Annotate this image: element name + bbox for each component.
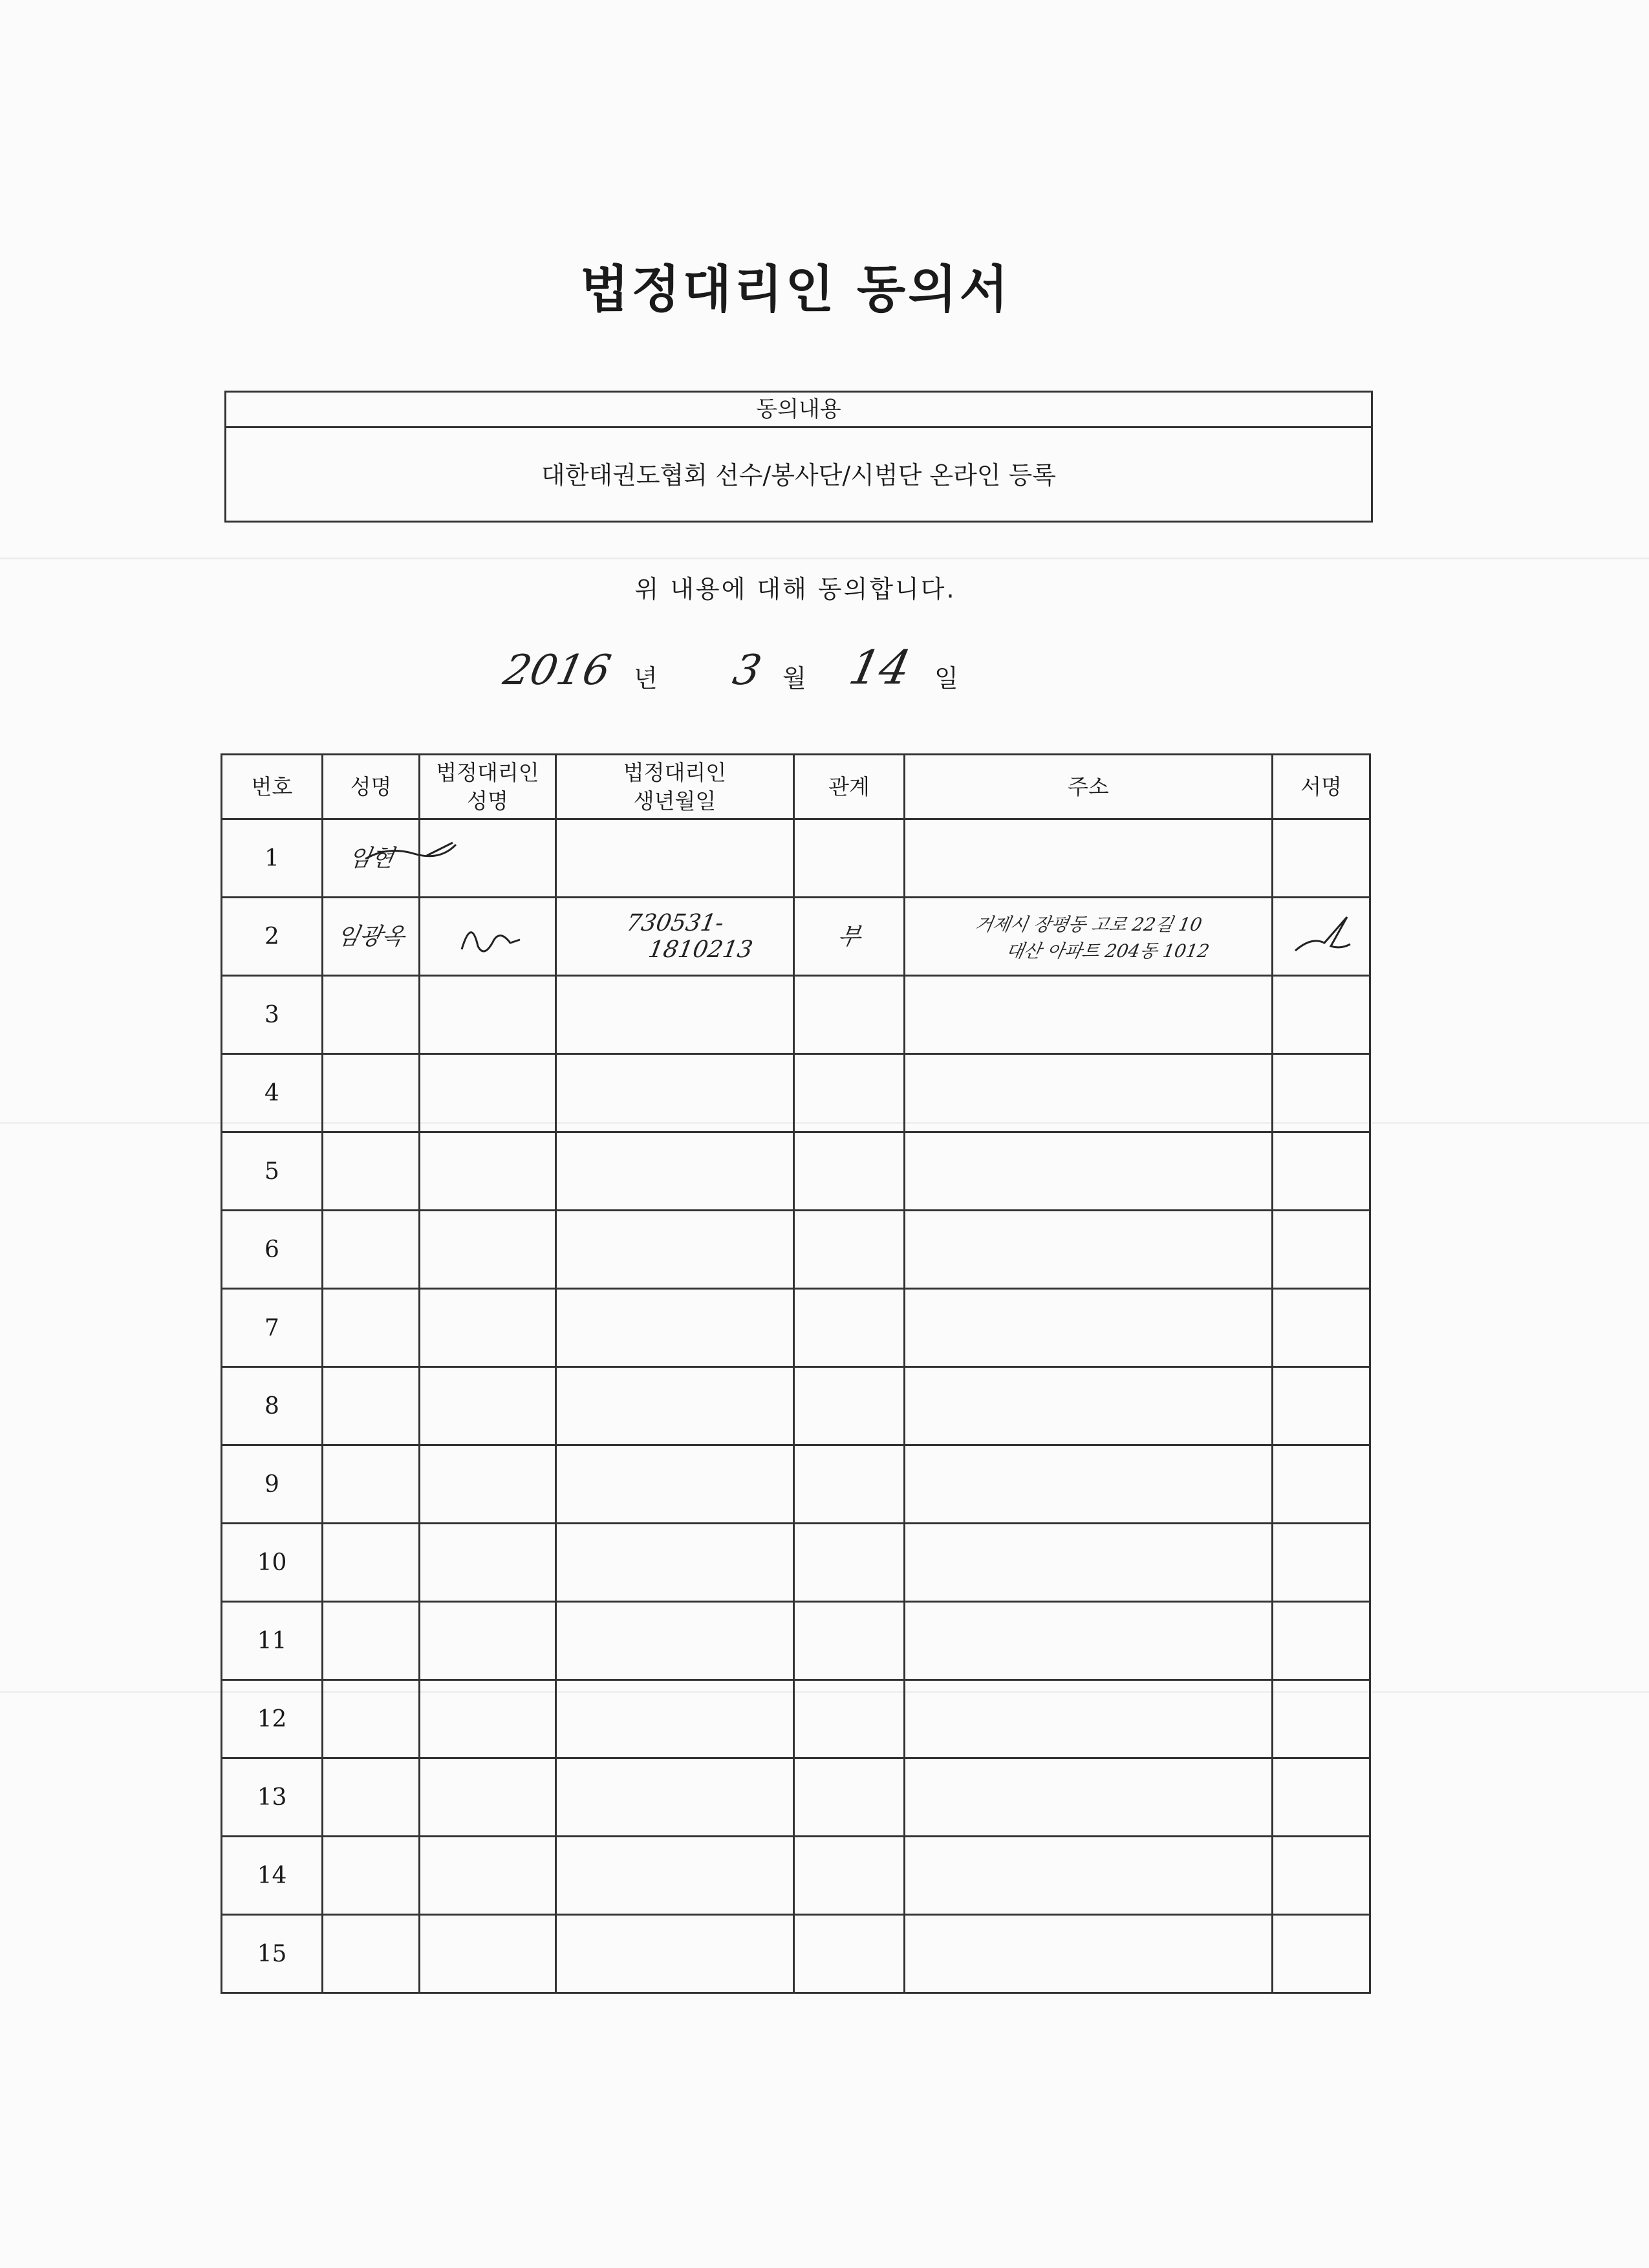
row-name	[323, 1054, 420, 1132]
header-guardian-name-line2: 성명	[467, 788, 508, 814]
row-address-line1: 거제시 장평동 고로 22길 10	[973, 914, 1204, 935]
table-row	[222, 1211, 1370, 1289]
row-number: 4	[222, 1054, 323, 1132]
table-row	[222, 1680, 1370, 1758]
row-signature	[1273, 1132, 1370, 1211]
row-name-text: 임광옥	[334, 923, 407, 950]
row-signature	[1273, 1445, 1370, 1524]
row-relation	[794, 1132, 905, 1211]
row-name	[323, 1680, 420, 1758]
row-guardian-birth	[556, 1132, 794, 1211]
header-guardian-name-line1: 법정대리인	[436, 759, 539, 785]
row-guardian-birth	[556, 1837, 794, 1915]
table-row	[222, 1524, 1370, 1602]
row-relation	[794, 1837, 905, 1915]
row-relation	[794, 976, 905, 1054]
table-row	[222, 1915, 1370, 1993]
row-birth-line1: 730531-	[624, 910, 726, 936]
table-row	[222, 1445, 1370, 1524]
row-number: 6	[222, 1211, 323, 1289]
row-address	[905, 1602, 1273, 1680]
row-guardian-birth	[556, 976, 794, 1054]
row-address	[905, 1445, 1273, 1524]
row-name	[323, 1524, 420, 1602]
row-address	[905, 1680, 1273, 1758]
row-guardian-name	[420, 1837, 556, 1915]
row-guardian-birth	[556, 1524, 794, 1602]
row-name	[323, 1758, 420, 1837]
date-day-unit: 일	[934, 664, 958, 693]
consent-header: 동의내용	[226, 393, 1371, 428]
table-row	[222, 1837, 1370, 1915]
row-signature	[1273, 1915, 1370, 1993]
row-guardian-birth	[556, 1054, 794, 1132]
row-guardian-birth	[556, 819, 794, 898]
date-year-unit: 년	[634, 664, 658, 693]
handwritten-signature-icon	[1286, 911, 1357, 962]
row-relation	[794, 1758, 905, 1837]
table-row	[222, 1054, 1370, 1132]
row-number: 15	[222, 1915, 323, 1993]
row-name	[323, 898, 420, 976]
row-address	[905, 1915, 1273, 1993]
row-signature	[1273, 1054, 1370, 1132]
row-relation	[794, 1211, 905, 1289]
row-guardian-name	[420, 1758, 556, 1837]
row-name	[323, 819, 420, 898]
table-header-row	[222, 755, 1370, 819]
table-row	[222, 1289, 1370, 1367]
row-address	[905, 1367, 1273, 1445]
row-relation	[794, 1915, 905, 1993]
row-name	[323, 1602, 420, 1680]
row-relation	[794, 1289, 905, 1367]
handwritten-signature-icon	[449, 911, 526, 962]
row-guardian-name	[420, 976, 556, 1054]
row-signature	[1273, 898, 1370, 976]
row-address	[905, 898, 1273, 976]
row-name	[323, 976, 420, 1054]
row-guardian-birth	[556, 1758, 794, 1837]
row-signature	[1273, 1367, 1370, 1445]
row-address	[905, 1211, 1273, 1289]
row-signature	[1273, 1524, 1370, 1602]
table-row	[222, 1367, 1370, 1445]
row-guardian-name	[420, 1915, 556, 1993]
row-guardian-birth	[556, 1602, 794, 1680]
header-guardian-birth-line1: 법정대리인	[623, 759, 727, 785]
row-signature	[1273, 1211, 1370, 1289]
date-year: 2016	[499, 647, 615, 695]
row-signature	[1273, 1758, 1370, 1837]
row-guardian-birth	[556, 1289, 794, 1367]
row-number: 11	[222, 1602, 323, 1680]
header-guardian-birth	[556, 755, 794, 819]
table-row	[222, 976, 1370, 1054]
row-guardian-birth	[556, 1367, 794, 1445]
date-month: 3	[729, 647, 766, 695]
table-row	[222, 1132, 1370, 1211]
row-guardian-name	[420, 1524, 556, 1602]
date-month-unit: 월	[782, 664, 806, 693]
row-guardian-name	[420, 1289, 556, 1367]
date-row	[0, 640, 1649, 705]
row-relation	[794, 1445, 905, 1524]
header-no: 번호	[222, 755, 323, 819]
table-row	[222, 819, 1370, 898]
consent-box	[224, 391, 1373, 523]
row-signature	[1273, 1602, 1370, 1680]
row-address	[905, 1524, 1273, 1602]
row-relation-text: 부	[835, 923, 863, 950]
handwritten-scribble-icon	[362, 839, 459, 865]
row-relation	[794, 1054, 905, 1132]
row-address	[905, 819, 1273, 898]
row-guardian-name	[420, 1054, 556, 1132]
row-name	[323, 1445, 420, 1524]
row-number: 9	[222, 1445, 323, 1524]
row-signature	[1273, 1680, 1370, 1758]
row-name-text: 임현	[346, 845, 396, 872]
date-day: 14	[845, 640, 916, 695]
row-number: 7	[222, 1289, 323, 1367]
table-row	[222, 898, 1370, 976]
row-number: 8	[222, 1367, 323, 1445]
row-number: 10	[222, 1524, 323, 1602]
row-signature	[1273, 819, 1370, 898]
row-name	[323, 1367, 420, 1445]
row-guardian-name	[420, 898, 556, 976]
table-row	[222, 1602, 1370, 1680]
row-number: 2	[222, 898, 323, 976]
table-row	[222, 1758, 1370, 1837]
row-address	[905, 1289, 1273, 1367]
row-relation	[794, 1680, 905, 1758]
row-guardian-name	[420, 1132, 556, 1211]
row-guardian-name	[420, 1680, 556, 1758]
row-guardian-birth	[556, 1915, 794, 1993]
row-name	[323, 1837, 420, 1915]
consent-content: 대한태권도협회 선수/봉사단/시범단 온라인 등록	[541, 461, 1056, 490]
row-address	[905, 1837, 1273, 1915]
row-number: 5	[222, 1132, 323, 1211]
row-relation	[794, 898, 905, 976]
row-guardian-birth	[556, 898, 794, 976]
header-guardian-name	[420, 755, 556, 819]
row-name	[323, 1211, 420, 1289]
row-relation	[794, 819, 905, 898]
header-signature: 서명	[1273, 755, 1370, 819]
row-address	[905, 1054, 1273, 1132]
row-guardian-name	[420, 1367, 556, 1445]
row-address	[905, 1132, 1273, 1211]
paper-fold-line	[0, 557, 1649, 559]
row-guardian-birth	[556, 1445, 794, 1524]
row-guardian-name	[420, 1211, 556, 1289]
row-number: 13	[222, 1758, 323, 1837]
row-name	[323, 1132, 420, 1211]
registration-table	[221, 753, 1371, 1994]
header-name: 성명	[323, 755, 420, 819]
row-name	[323, 1289, 420, 1367]
row-relation	[794, 1367, 905, 1445]
row-signature	[1273, 976, 1370, 1054]
row-relation	[794, 1524, 905, 1602]
header-address: 주소	[905, 755, 1273, 819]
row-address	[905, 1758, 1273, 1837]
row-address-line2: 대산 아파트 204동 1012	[1004, 940, 1211, 962]
header-guardian-birth-line2: 생년월일	[633, 788, 717, 814]
header-relation: 관계	[794, 755, 905, 819]
row-signature	[1273, 1837, 1370, 1915]
row-birth-line2: 1810213	[646, 936, 755, 963]
agreement-text: 위 내용에 대해 동의합니다.	[634, 575, 956, 603]
row-address	[905, 976, 1273, 1054]
row-guardian-birth	[556, 1211, 794, 1289]
document-title: 법정대리인 동의서	[580, 260, 1011, 319]
row-number: 12	[222, 1680, 323, 1758]
row-guardian-name	[420, 1445, 556, 1524]
row-guardian-name	[420, 1602, 556, 1680]
row-name	[323, 1915, 420, 1993]
row-signature	[1273, 1289, 1370, 1367]
row-relation	[794, 1602, 905, 1680]
row-number: 3	[222, 976, 323, 1054]
row-guardian-birth	[556, 1680, 794, 1758]
row-number: 1	[222, 819, 323, 898]
row-number: 14	[222, 1837, 323, 1915]
